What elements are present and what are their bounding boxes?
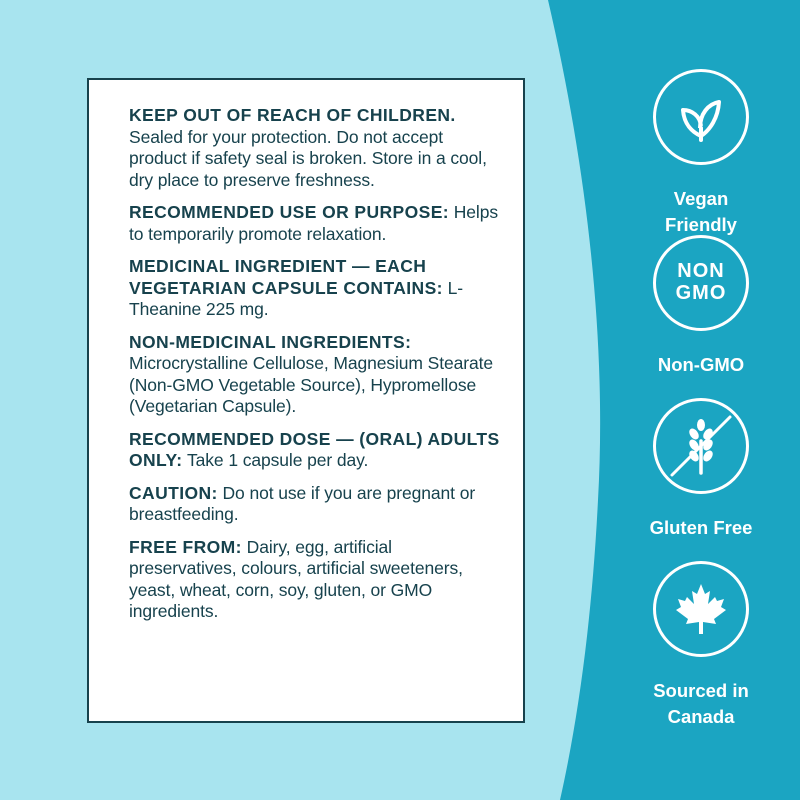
maple-leaf-icon: [656, 564, 746, 654]
badge-circle: [653, 398, 749, 494]
caption-line: Gluten Free: [649, 517, 753, 538]
paragraph-heading: KEEP OUT OF REACH OF CHILDREN.: [129, 105, 456, 125]
non-gmo-badge: [628, 235, 774, 378]
leaf-icon: [656, 72, 746, 162]
paragraph-body: Take 1 capsule per day.: [182, 450, 369, 470]
label-panel: [87, 78, 525, 723]
caption-line: Canada: [667, 706, 735, 727]
badge-caption: [628, 352, 774, 378]
no-wheat-icon: [656, 401, 746, 491]
label-paragraph: [129, 202, 503, 245]
paragraph-heading: MEDICINAL INGREDIENT — EACH VEGETARIAN CAPSULE CONTAINS:: [129, 256, 443, 298]
icon-text-line: NON: [677, 260, 725, 282]
badge-caption: [628, 678, 774, 730]
badge-caption: [628, 186, 774, 238]
vegan-friendly-badge: [628, 69, 774, 238]
icon-text-line: GMO: [675, 282, 727, 304]
paragraph-heading: CAUTION:: [129, 482, 218, 503]
paragraph-heading: FREE FROM:: [129, 536, 242, 557]
label-paragraph: [129, 105, 503, 191]
paragraph-body: Helps to temporarily promote relaxation.: [129, 202, 499, 244]
label-paragraph: [129, 537, 503, 623]
paragraph-body: Sealed for your protection. Do not accept product if safety seal is broken. Store in a cool, dry place to preserve freshness.: [129, 126, 487, 190]
badge-circle: [653, 561, 749, 657]
caption-line: Friendly: [665, 214, 737, 235]
paragraph-body: Microcrystalline Cellulose, Magnesium Stearate (Non-GMO Vegetable Source), Hypromellose (Vegetarian Capsule).: [129, 353, 494, 416]
label-paragraph: [129, 332, 503, 418]
paragraph-heading: RECOMMENDED USE OR PURPOSE:: [129, 202, 449, 222]
label-paragraph: [129, 429, 503, 472]
label-paragraph: [129, 256, 503, 321]
caption-line: Non-GMO: [657, 354, 745, 375]
paragraph-body: L-Theanine 225 mg.: [129, 277, 464, 319]
paragraph-body: Dairy, egg, artificial preservatives, colours, artificial sweeteners, yeast, wheat, corn, soy, gluten, or GMO ingredients.: [129, 536, 463, 621]
badge-caption: [628, 515, 774, 541]
paragraph-heading: RECOMMENDED DOSE — (ORAL) ADULTS ONLY:: [129, 428, 500, 470]
badge-circle: [653, 235, 749, 331]
paragraph-heading: NON-MEDICINAL INGREDIENTS:: [129, 331, 412, 352]
caption-line: Sourced in: [653, 680, 749, 701]
badge-circle: [653, 69, 749, 165]
gluten-free-badge: [628, 398, 774, 541]
caption-line: Vegan: [673, 188, 729, 209]
paragraph-body: Do not use if you are pregnant or breastfeeding.: [129, 482, 476, 524]
label-paragraph: [129, 483, 503, 526]
sourced-in-canada-badge: [628, 561, 774, 730]
non-gmo-icon: [656, 260, 746, 304]
